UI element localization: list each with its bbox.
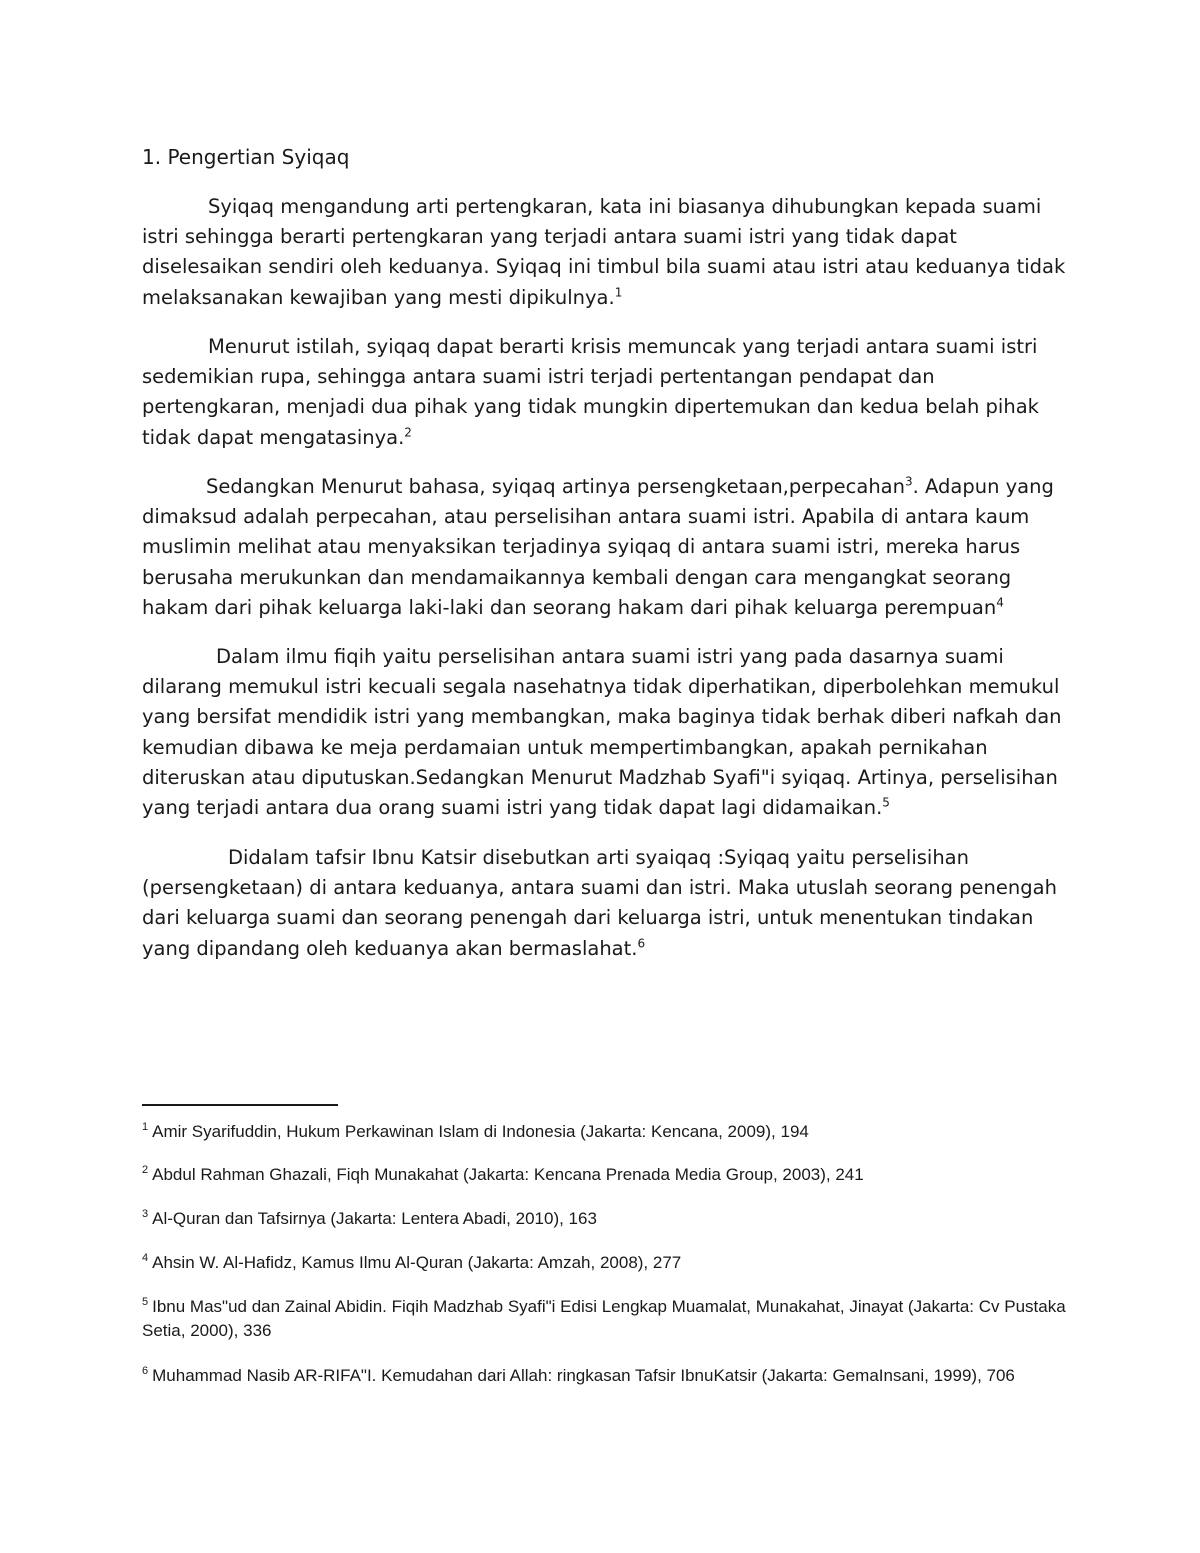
paragraph-text: . Adapun yang dimaksud adalah perpecahan, atau perselisihan antara suami istri. Apabila di antara kaum muslimin melihat atau menyaksikan terjadinya syiqaq di antara suami istri, mereka harus berusaha merukunkan dan mendamaikannya kembali dengan cara mengangkat seorang hakam dari pihak keluarga laki-laki dan seorang hakam dari pihak keluarga perempuan — [142, 475, 1054, 619]
footnote — [142, 1120, 1067, 1144]
footnote-text: Al-Quran dan Tafsirnya (Jakarta: Lentera Abadi, 2010), 163 — [152, 1209, 597, 1228]
footnote-ref: 4 — [996, 595, 1004, 610]
section-heading: 1. Pengertian Syiqaq — [142, 145, 350, 169]
paragraph-bahasa — [142, 472, 1067, 623]
footnote-text: Ibnu Mas"ud dan Zainal Abidin. Fiqih Madzhab Syafi"i Edisi Lengkap Muamalat, Munakahat, Jinayat (Jakarta: Cv Pustaka Setia, 2000), 336 — [142, 1297, 1066, 1340]
footnote-text: Muhammad Nasib AR-RIFA"I. Kemudahan dari Allah: ringkasan Tafsir IbnuKatsir (Jakarta: GemaInsani, 1999), 706 — [152, 1366, 1015, 1385]
footnote-ref: 3 — [904, 474, 913, 489]
footnote-number: 1 — [142, 1121, 149, 1134]
footnote-ref: 2 — [404, 425, 412, 440]
footnote-separator — [142, 1104, 338, 1106]
footnote-number: 2 — [142, 1164, 149, 1177]
footnote-number: 3 — [142, 1208, 149, 1221]
footnote-ref: 5 — [882, 795, 890, 810]
paragraph-istilah — [142, 332, 1067, 453]
footnote-number: 5 — [142, 1296, 149, 1309]
paragraph-text: Dalam ilmu fiqih yaitu perselisihan antara suami istri yang pada dasarnya suami dilarang memukul istri kecuali segala nasehatnya tidak diperhatikan, diperbolehkan memukul yang bersifat mendidik istri yang membangkan, maka baginya tidak berhak diberi nafkah dan kemudian dibawa ke meja perdamaian untuk mempertimbangkan, apakah pernikahan diteruskan atau diputuskan.Sedangkan Menurut Madzhab Syafi"i syiqaq. Artinya, perselisihan yang terjadi antara dua orang suami istri yang tidak dapat lagi didamaikan. — [142, 645, 1062, 820]
paragraph-text: Didalam tafsir Ibnu Katsir disebutkan arti syaiqaq :Syiqaq yaitu perselisihan (persengketaan) di antara keduanya, antara suami dan istri. Maka utuslah seorang penengah dari keluarga suami dan seorang penengah dari keluarga istri, untuk menentukan tindakan yang dipandang oleh keduanya akan bermaslahat. — [142, 846, 1057, 960]
footnote-number: 6 — [142, 1365, 149, 1378]
paragraph-fiqih — [142, 642, 1067, 823]
footnote — [142, 1364, 1067, 1388]
footnote — [142, 1251, 1067, 1275]
footnote — [142, 1207, 1067, 1231]
footnote — [142, 1295, 1067, 1343]
paragraph-tafsir — [142, 843, 1067, 964]
paragraph-text: Syiqaq mengandung arti pertengkaran, kata ini biasanya dihubungkan kepada suami istri sehingga berarti pertengkaran yang terjadi antara suami istri yang tidak dapat diselesaikan sendiri oleh keduanya. Syiqaq ini timbul bila suami atau istri atau keduanya tidak melaksanakan kewajiban yang mesti dipikulnya. — [142, 195, 1066, 309]
footnote-ref: 6 — [637, 936, 646, 951]
paragraph-text: Menurut istilah, syiqaq dapat berarti krisis memuncak yang terjadi antara suami istri sedemikian rupa, sehingga antara suami istri terjadi pertentangan pendapat dan pertengkaran, menjadi dua pihak yang tidak mungkin dipertemukan dan kedua belah pihak tidak dapat mengatasinya. — [142, 335, 1039, 449]
footnote-ref: 1 — [614, 285, 623, 300]
paragraph-definition — [142, 192, 1067, 313]
footnote — [142, 1163, 1067, 1187]
paragraph-text: Sedangkan Menurut bahasa, syiqaq artinya persengketaan,perpecahan — [206, 475, 905, 498]
footnote-text: Abdul Rahman Ghazali, Fiqh Munakahat (Jakarta: Kencana Prenada Media Group, 2003), 241 — [152, 1165, 864, 1184]
footnote-number: 4 — [142, 1252, 149, 1265]
footnote-text: Ahsin W. Al-Hafidz, Kamus Ilmu Al-Quran (Jakarta: Amzah, 2008), 277 — [152, 1253, 682, 1272]
footnote-text: Amir Syarifuddin, Hukum Perkawinan Islam di Indonesia (Jakarta: Kencana, 2009), 194 — [152, 1122, 809, 1141]
